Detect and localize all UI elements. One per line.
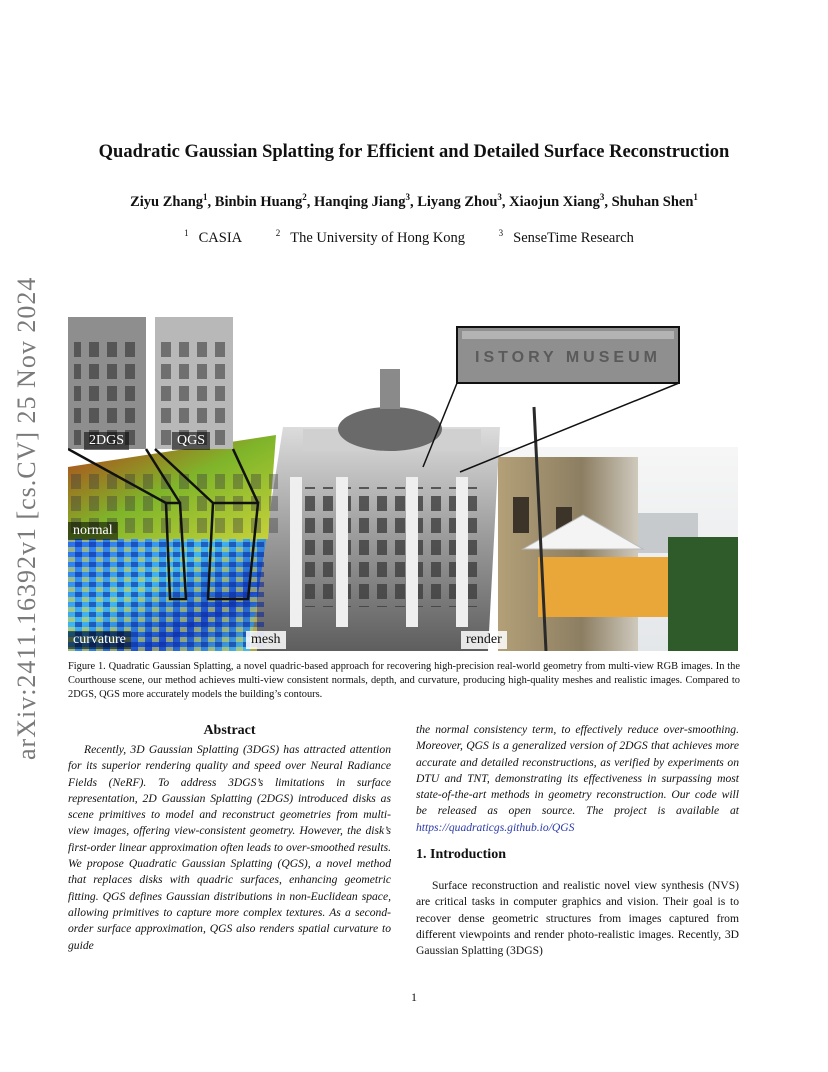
figure-label-curvature: curvature (68, 631, 131, 649)
introduction-body: Surface reconstruction and realistic novel view synthesis (NVS) are critical tasks in computer graphics and vision. Their goal is to recover dense geometric structures from images captured from different viewpoints and render photo-realistic images. Recently, 3D Gaussian Splatting (3DGS) (416, 879, 739, 958)
figure-label-qgs: QGS (172, 432, 210, 450)
figure-label-render: render (461, 631, 507, 649)
abstract-body: Recently, 3D Gaussian Splatting (3DGS) has attracted attention for its superior rendering quality and speed over Neural Radiance Fields (NeRF). To address 3DGS’s limitations in surface representation, 2D Gaussian Splatting (2DGS) introduced disks as scene primitives to model and reconstruct geometries from multi-view images, offering view-consistent geometry. However, the disk’s first-order linear approximation often leads to over-smoothed results. We propose Quadratic Gaussian Splatting (QGS), a novel method that replaces disks with quadric surfaces, enhancing geometric fitting. QGS defines Gaussian distributions in non-Euclidean space, allowing primitives to capture more complex textures. As a second-order surface approximation, QGS also renders spatial curvature to guide (68, 743, 391, 952)
paper-title: Quadratic Gaussian Splatting for Efficient and Detailed Surface Reconstruction (98, 142, 730, 162)
affiliation: $^2$ The University of Hong Kong (275, 228, 466, 246)
figure-label-2dgs: 2DGS (84, 432, 129, 450)
teaser-figure (68, 317, 738, 651)
section-heading-introduction: 1. Introduction (416, 847, 506, 863)
project-link[interactable]: https://quadraticgs.github.io/QGS (416, 820, 575, 834)
affiliation: $^3$ SenseTime Research (498, 228, 634, 246)
right-column (416, 722, 739, 960)
abstract-continued: the normal consistency term, to effectively reduce over-smoothing. Moreover, QGS is a generalized version of 2DGS that achieves more accurate and detailed reconstructions, as verified by experiments on DTU and TNT, demonstrating its effectiveness in surpassing most state-of-the-art methods in geometry reconstruction. Our code will be released as open source. The project is available at https://quadraticgs.github.io/QGS (416, 723, 739, 834)
author: Hanqing Jiang$^3$, (314, 192, 418, 210)
figure-caption: Figure 1. Quadratic Gaussian Splatting, a novel quadric-based approach for recovering high-precision real-world geometry from multi-view RGB images. In the Courthouse scene, our method achieves multi-view consistent normals, depth, and curvature, producing high-quality meshes and realistic images. Compared to 2DGS, QGS more accurately models the building’s contours. (68, 661, 740, 700)
inset-engraving-text: ISTORY MUSEUM (475, 349, 661, 366)
author: Ziyu Zhang$^1$, (130, 192, 215, 210)
figure-label-mesh: mesh (246, 631, 286, 649)
author-list (40, 194, 788, 211)
abstract-heading: Abstract (203, 723, 256, 738)
author: Xiaojun Xiang$^3$, (509, 192, 612, 210)
affiliation-list (40, 230, 788, 247)
teaser-figure-illustration (68, 317, 738, 651)
figure-label-normal: normal (68, 522, 118, 540)
page-number: 1 (411, 990, 417, 1004)
author: Binbin Huang$^2$, (214, 192, 314, 210)
author: Shuhan Shen$^1$ (611, 192, 698, 210)
left-column (68, 722, 391, 954)
author: Liyang Zhou$^3$, (417, 192, 510, 210)
arxiv-identifier: arXiv:2411.16392v1 [cs.CV] 25 Nov 2024 (12, 276, 41, 760)
affiliation: $^1$ CASIA (184, 228, 243, 246)
